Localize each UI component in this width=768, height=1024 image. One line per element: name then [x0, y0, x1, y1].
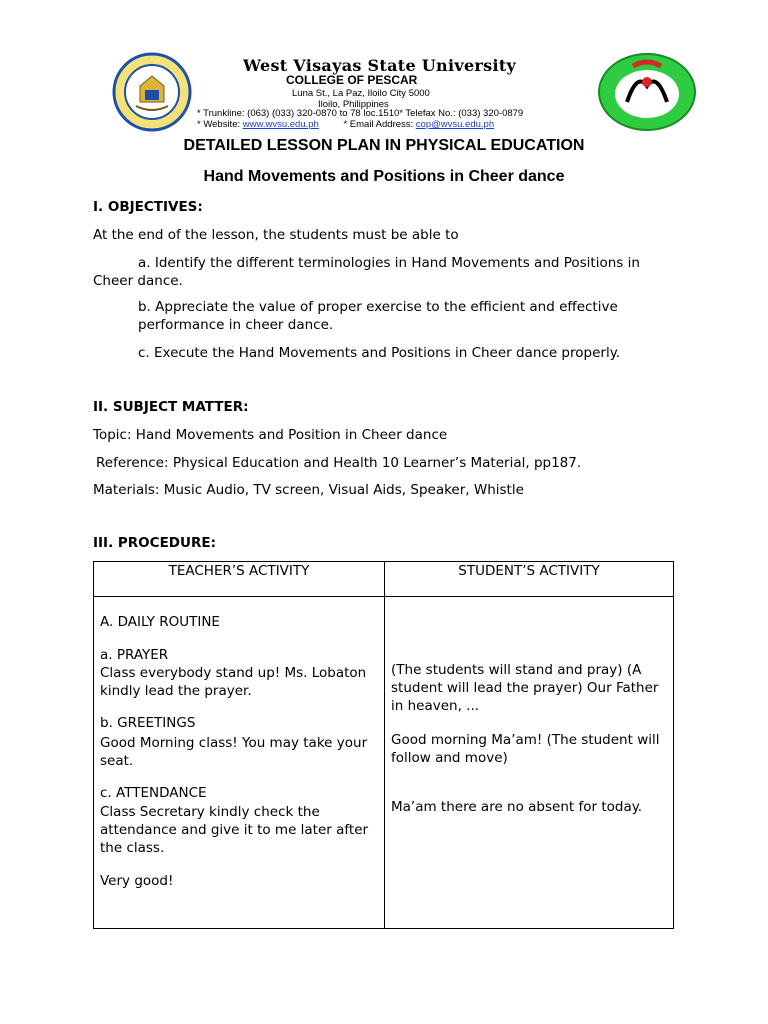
- greetings-teacher-line1: Good Morning class! You may take your: [100, 735, 368, 751]
- student-greeting-line1: Good morning Ma’am! (The student will: [391, 732, 660, 748]
- teacher-activity-header: TEACHER’S ACTIVITY: [168, 563, 310, 579]
- attendance-teacher-line1: Class Secretary kindly check the: [100, 804, 320, 820]
- attendance-label: c. ATTENDANCE: [100, 785, 207, 801]
- prayer-teacher-line1: Class everybody stand up! Ms. Lobaton: [100, 665, 367, 681]
- attendance-teacher-line2: attendance and give it to me later after: [100, 822, 369, 838]
- document-subtitle: Hand Movements and Positions in Cheer dance: [203, 168, 565, 185]
- greetings-label: b. GREETINGS: [100, 715, 196, 731]
- objective-c: c. Execute the Hand Movements and Positions in Cheer dance properly.: [138, 345, 621, 361]
- objective-b-line2: performance in cheer dance.: [138, 317, 334, 333]
- student-attendance-line: Ma’am there are no absent for today.: [391, 799, 643, 815]
- subject-materials: Materials: Music Audio, TV screen, Visual Aids, Speaker, Whistle: [93, 482, 524, 498]
- subject-reference: Reference: Physical Education and Health 10 Learner’s Material, pp187.: [96, 455, 582, 471]
- email-label: * Email Address:: [343, 119, 414, 130]
- contact-line: * Trunkline: (063) (033) 320-0870 to 78 loc.1510* Telefax No.: (033) 320-0879: [197, 108, 524, 119]
- objectives-intro: At the end of the lesson, the students must be able to: [93, 227, 459, 243]
- subject-topic: Topic: Hand Movements and Position in Cheer dance: [93, 427, 448, 443]
- student-prayer-line1: (The students will stand and pray) (A: [391, 662, 642, 678]
- address-line-2: Iloilo, Philippines: [318, 99, 389, 110]
- website-link[interactable]: www.wvsu.edu.ph: [242, 119, 319, 130]
- objective-a-line2: Cheer dance.: [93, 273, 183, 289]
- objectives-heading: I. OBJECTIVES:: [93, 199, 203, 215]
- student-prayer-line3: in heaven, ...: [391, 698, 480, 714]
- pescar-logo: [597, 52, 697, 132]
- very-good-text: Very good!: [100, 873, 174, 889]
- prayer-label: a. PRAYER: [100, 647, 169, 663]
- web-email-line: [197, 119, 494, 130]
- subject-heading: II. SUBJECT MATTER:: [93, 399, 249, 415]
- objective-b-line1: b. Appreciate the value of proper exercise to the efficient and effective: [138, 299, 618, 315]
- college-name: COLLEGE OF PESCAR: [286, 73, 418, 87]
- student-activity-header: STUDENT’S ACTIVITY: [458, 563, 600, 579]
- university-name: West Visayas State University: [243, 56, 517, 75]
- procedure-table: [93, 561, 674, 929]
- student-prayer-line2: student will lead the prayer) Our Father: [391, 680, 659, 696]
- daily-routine-label: A. DAILY ROUTINE: [100, 614, 220, 630]
- greetings-teacher-line2: seat.: [100, 753, 134, 769]
- attendance-teacher-line3: the class.: [100, 840, 165, 856]
- objective-a-line1: a. Identify the different terminologies in Hand Movements and Positions in: [138, 255, 640, 271]
- address-line-1: Luna St., La Paz, Iloilo City 5000: [292, 88, 430, 99]
- document-title: DETAILED LESSON PLAN IN PHYSICAL EDUCATION: [183, 137, 585, 154]
- website-label: * Website:: [197, 119, 241, 130]
- table-header-divider: [94, 596, 673, 597]
- procedure-heading: III. PROCEDURE:: [93, 535, 216, 551]
- email-link[interactable]: cop@wvsu.edu.ph: [415, 119, 495, 130]
- university-seal-logo: [112, 52, 192, 132]
- student-greeting-line2: follow and move): [391, 750, 508, 766]
- table-column-divider: [384, 562, 385, 928]
- prayer-teacher-line2: kindly lead the prayer.: [100, 683, 252, 699]
